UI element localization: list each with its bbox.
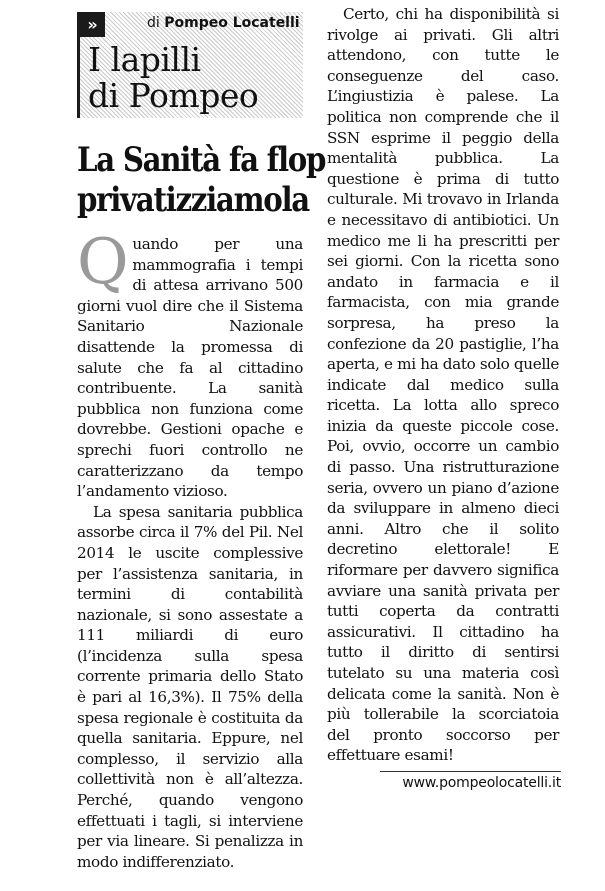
- author-prefix: di: [147, 15, 160, 31]
- article-headline: [77, 140, 326, 220]
- headline-line1: La Sanità fa flop: [77, 140, 326, 180]
- article-body-right-column: [327, 4, 559, 766]
- footer-divider: [380, 771, 561, 772]
- author-name: Pompeo Locatelli: [164, 15, 300, 31]
- headline-line2: privatizziamola: [77, 180, 309, 220]
- column-title-line1: I lapilli: [88, 40, 201, 79]
- website-link[interactable]: www.pompeolocatelli.it: [402, 775, 561, 791]
- article-paragraph-3: Certo, chi ha disponibilità si rivolge ai privati. Gli altri attendono, con tutte le conseguenze del caso. L’ingiustizia è palese. La politica non comprende che il SSN esprime il peggio della mentalità pubblica. La questione è prima di tutto culturale. Mi trovavo in Irlanda e necessitavo di antibiotici. Un medico me li ha prescritti per sei giorni. Con la ricetta sono andato in farmacia e il farmacista, con mia grande sorpresa, ha preso la confezione da 20 pastiglie, l’ha aperta, e mi ha dato solo quelle indicate dal medico sulla ricetta. La lotta allo spreco inizia da queste piccole cose. Poi, ovvio, occorre un cambio di passo. Una ristrutturazione seria, ovvero un piano d’azione da sviluppare in almeno dieci anni. Altro che il solito decretino elettorale! E riformare per davvero significa avviare una sanità privata per tutti coperta da contratti assicurativi. Il cittadino ha tutto il diritto di sentirsi tutelato su una materia così delicata come la sanità. Non è più tollerabile la scorciatoia del pronto soccorso per effettuare esami!: [327, 5, 560, 765]
- article-paragraph-1: [77, 225, 303, 502]
- article-paragraph-2: La spesa sanitaria pubblica assorbe circa il 7% del Pil. Nel 2014 le uscite complessive per l’assistenza sanitaria, in termini di contabilità nazionale, si sono assestate a 111 miliardi di euro (l’incidenza sulla spesa corrente primaria dello Stato è pari al 16,3%). Il 75% della spesa regionale è costituita da quella sanitaria. Eppure, nel complesso, il servizio alla collettività non è all’altezza. Perché, quando vengono effettuati i tagli, si interviene per via lineare. Si penalizza in modo indifferenziato.: [77, 502, 303, 871]
- dropcap-letter: Q: [77, 225, 129, 298]
- author-byline: [147, 15, 300, 31]
- column-title-line2: di Pompeo: [88, 76, 259, 115]
- column-header-box: [77, 12, 303, 118]
- article-body-left-column: [77, 225, 303, 872]
- double-chevron-icon: »: [80, 12, 105, 37]
- paragraph-1-text: uando per una mammografia i tempi di attesa arrivano 500 giorni vuol dire che il Sistema Sanitario Nazionale disattende la promessa di salute che fa al cittadino contribuente. La sanità pubblica non funziona come dovrebbe. Gestioni opache e sprechi fuori controllo ne caratterizzano da tempo l’andamento vizioso.: [77, 235, 303, 501]
- column-title: [88, 42, 303, 114]
